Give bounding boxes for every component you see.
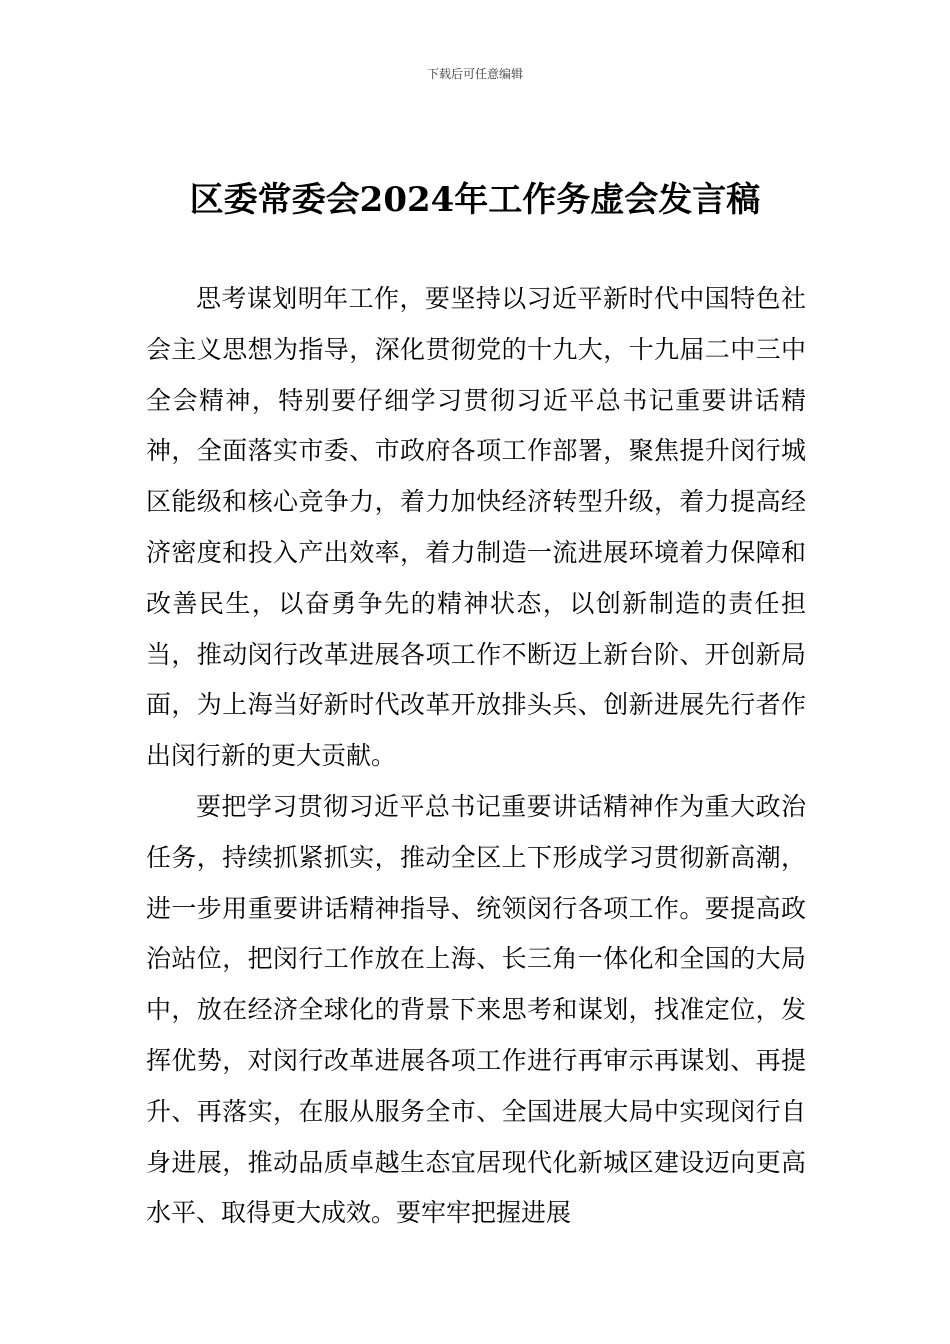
paragraph-1: 思考谋划明年工作，要坚持以习近平新时代中国特色社会主义思想为指导，深化贯彻党的十九大，十九届二中三中全会精神，特别要仔细学习贯彻习近平总书记重要讲话精神，全面落实市委、市政府各项工作部署，聚焦提升闵行城区能级和核心竞争力，着力加快经济转型升级，着力提高经济密度和投入产出效率，着力制造一流进展环境着力保障和改善民生，以奋勇争先的精神状态，以创新制造的责任担当，推动闵行改革进展各项工作不断迈上新台阶、开创新局面，为上海当好新时代改革开放排头兵、创新进展先行者作出闵行新的更大贡献。: [146, 284, 806, 771]
paragraph-2: 要把学习贯彻习近平总书记重要讲话精神作为重大政治任务，持续抓紧抓实，推动全区上下形成学习贯彻新高潮，进一步用重要讲话精神指导、统领闵行各项工作。要提高政治站位，把闵行工作放在上海、长三角一体化和全国的大局中，放在经济全球化的背景下来思考和谋划，找准定位，发挥优势，对闵行改革进展各项工作进行再审示再谋划、再提升、再落实，在服从服务全市、全国进展大局中实现闵行自身进展，推动品质卓越生态宜居现代化新城区建设迈向更高水平、取得更大成效。要牢牢把握进展: [146, 791, 806, 1228]
document-body: [146, 274, 806, 1239]
header-note: 下载后可任意编辑: [426, 67, 523, 81]
document-title: 区委常委会2024年工作务虚会发言稿: [189, 180, 761, 220]
